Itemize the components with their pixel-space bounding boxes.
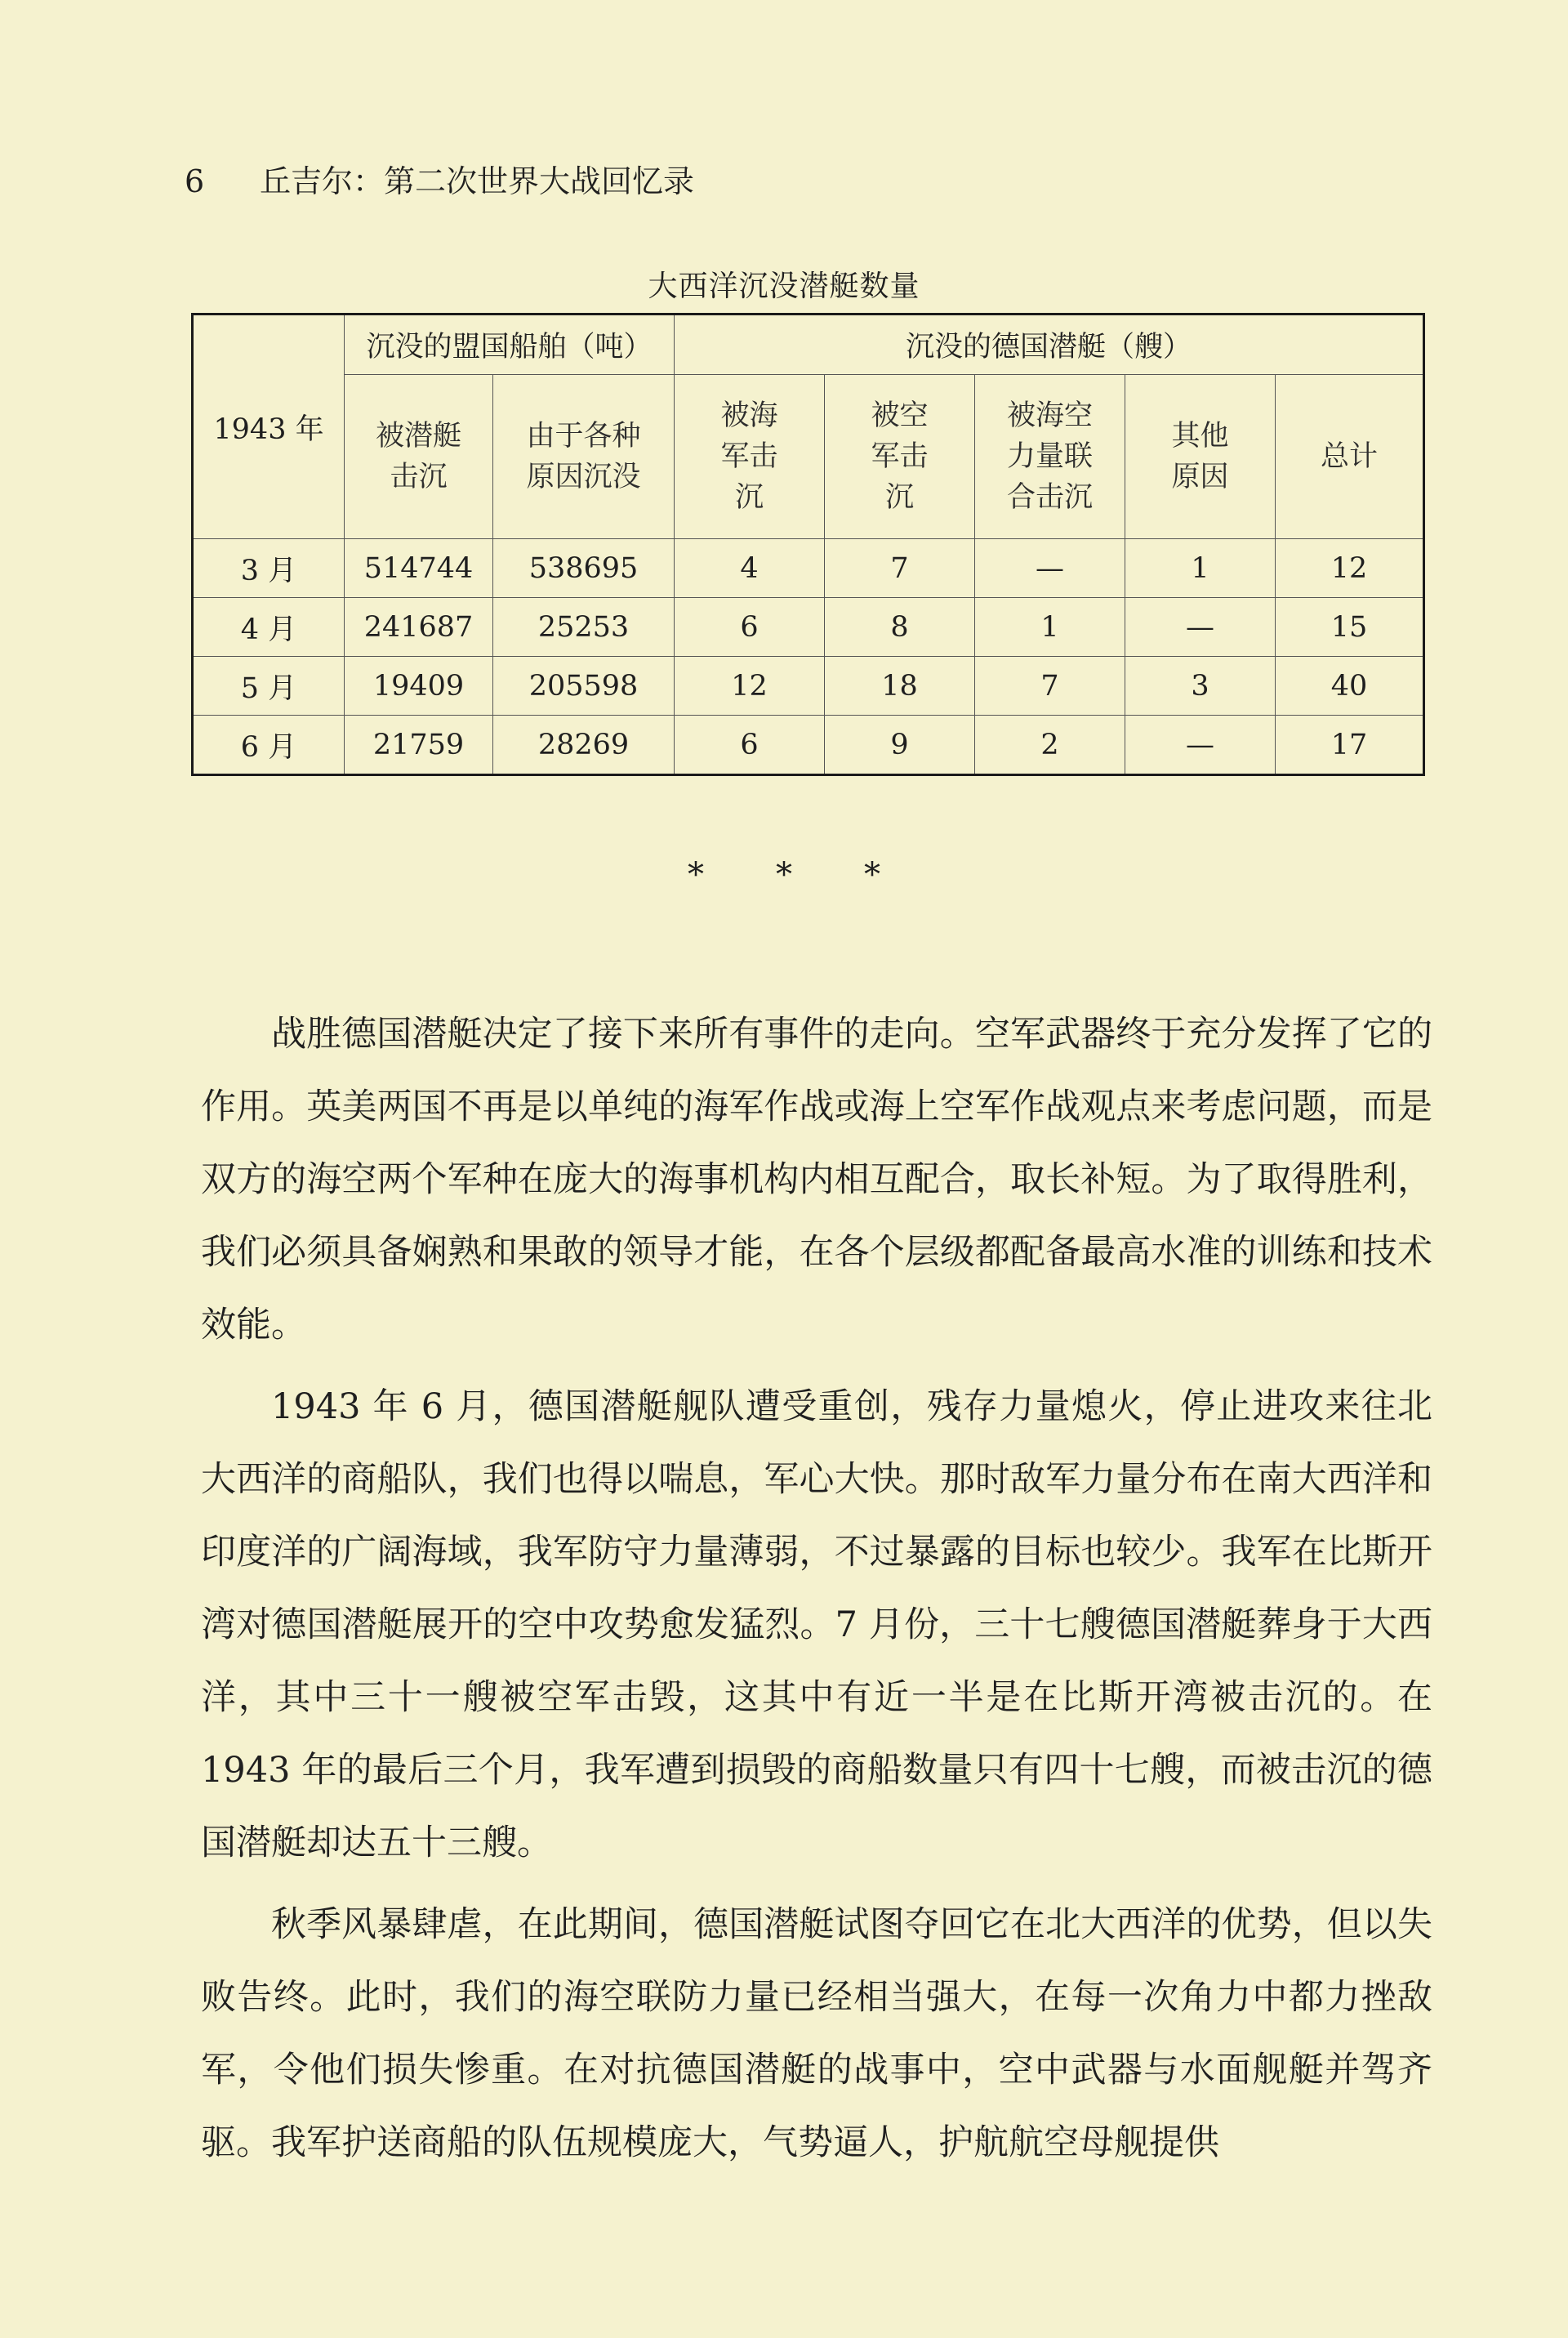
table-cell: — (975, 539, 1125, 598)
running-header (185, 162, 694, 201)
table-cell: 19409 (345, 657, 493, 716)
separator-star: * (864, 856, 880, 894)
table-cell: 241687 (345, 598, 493, 657)
table-cell: 17 (1276, 716, 1424, 775)
table-cell: 6 (675, 716, 825, 775)
table-cell: 9 (825, 716, 975, 775)
table-cell: 1 (975, 598, 1125, 657)
table-row (193, 539, 1424, 598)
paragraph: 1943 年 6 月，德国潜艇舰队遭受重创，残存力量熄火，停止进攻来往北大西洋的商船队，我们也得以喘息，军心大快。那时敌军力量分布在南大西洋和印度洋的广阔海域，我军防守力量薄弱，不过暴露的目标也较少。我军在比斯开湾对德国潜艇展开的空中攻势愈发猛烈。7 月份，三十七艘德国潜艇葬身于大西洋，其中三十一艘被空军击毁，这其中有近一半是在比斯开湾被击沉的。在 1943 年的最后三个月，我军遭到损毁的商船数量只有四十七艘，而被击沉的德国潜艇却达五十三艘。 (201, 1386, 1432, 1863)
table-cell: 6 (675, 598, 825, 657)
page-number: 6 (185, 163, 205, 199)
column-header: 由于各种 原因沉没 (493, 375, 675, 539)
table-cell: 514744 (345, 539, 493, 598)
section-separator (0, 856, 1568, 894)
table-cell: 18 (825, 657, 975, 716)
separator-star: * (776, 856, 792, 894)
column-header: 被空 军击 沉 (825, 375, 975, 539)
table-cell: — (1125, 716, 1276, 775)
table-cell: 1 (1125, 539, 1276, 598)
column-header: 被潜艇 击沉 (345, 375, 493, 539)
table-cell: 2 (975, 716, 1125, 775)
table-row (193, 657, 1424, 716)
month-cell: 4 月 (193, 598, 345, 657)
table-cell: 538695 (493, 539, 675, 598)
month-cell: 6 月 (193, 716, 345, 775)
table-cell: 28269 (493, 716, 675, 775)
column-header: 其他 原因 (1125, 375, 1276, 539)
table-cell: 21759 (345, 716, 493, 775)
month-cell: 5 月 (193, 657, 345, 716)
separator-star: * (688, 856, 704, 894)
table-cell: 3 (1125, 657, 1276, 716)
allied-ships-group-header: 沉没的盟国船舶（吨） (345, 315, 675, 375)
table-cell: 15 (1276, 598, 1424, 657)
month-cell: 3 月 (193, 539, 345, 598)
table-cell: 12 (1276, 539, 1424, 598)
table-cell: 7 (825, 539, 975, 598)
table-row (193, 716, 1424, 775)
table-row (193, 598, 1424, 657)
year-header: 1943 年 (193, 315, 345, 539)
column-header: 被海空 力量联 合击沉 (975, 375, 1125, 539)
table-cell: 4 (675, 539, 825, 598)
submarine-sinkings-table (191, 313, 1425, 776)
body-text (201, 998, 1432, 2189)
table-cell: 8 (825, 598, 975, 657)
table-caption: 大西洋沉没潜艇数量 (648, 270, 920, 303)
paragraph: 秋季风暴肆虐，在此期间，德国潜艇试图夺回它在北大西洋的优势，但以失败告终。此时，我们的海空联防力量已经相当强大，在每一次角力中都力挫敌军，令他们损失惨重。在对抗德国潜艇的战事中，空中武器与水面舰艇并驾齐驱。我军护送商船的队伍规模庞大，气势逼人，护航航空母舰提供 (201, 1904, 1432, 2163)
column-header: 被海 军击 沉 (675, 375, 825, 539)
table-cell: — (1125, 598, 1276, 657)
column-header: 总计 (1276, 375, 1424, 539)
table-cell: 7 (975, 657, 1125, 716)
paragraph: 战胜德国潜艇决定了接下来所有事件的走向。空军武器终于充分发挥了它的作用。英美两国不再是以单纯的海军作战或海上空军作战观点来考虑问题，而是双方的海空两个军种在庞大的海事机构内相互配合，取长补短。为了取得胜利，我们必须具备娴熟和果敢的领导才能，在各个层级都配备最高水准的训练和技术效能。 (201, 1014, 1432, 1345)
table-cell: 40 (1276, 657, 1424, 716)
table-cell: 205598 (493, 657, 675, 716)
german-submarines-group-header: 沉没的德国潜艇（艘） (675, 315, 1424, 375)
table-cell: 12 (675, 657, 825, 716)
table-cell: 25253 (493, 598, 675, 657)
book-title: 丘吉尔：第二次世界大战回忆录 (260, 163, 695, 199)
